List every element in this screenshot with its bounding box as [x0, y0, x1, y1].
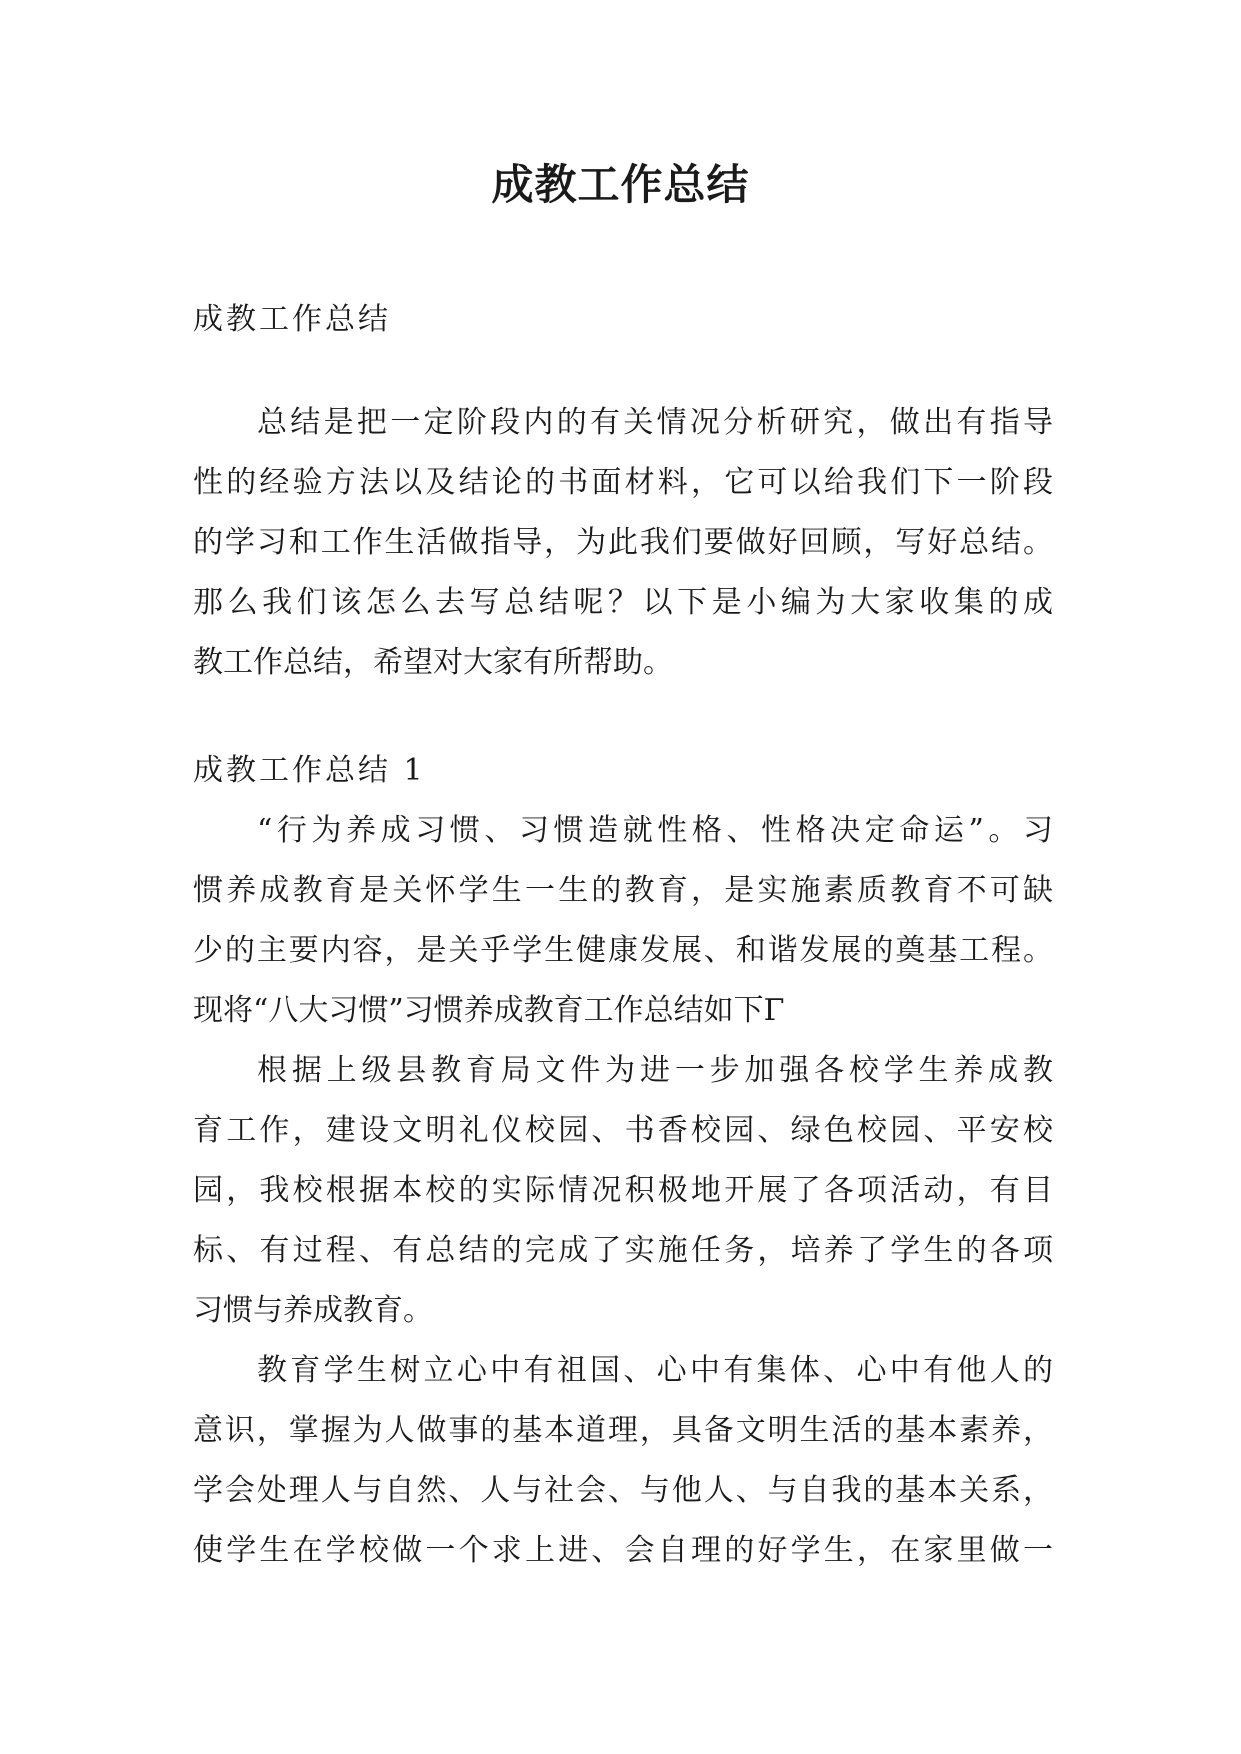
text-line: 少的主要内容，是关乎学生健康发展、和谐发展的奠基工程。	[193, 933, 1053, 968]
spacer	[193, 350, 1053, 393]
intro-paragraph	[193, 393, 1053, 693]
text-line: 使学生在学校做一个求上进、会自理的好学生，在家里做一	[193, 1533, 1053, 1568]
text-line: 学会处理人与自然、人与社会、与他人、与自我的基本关系，	[193, 1473, 1053, 1508]
paragraph-3	[193, 1341, 1053, 1581]
text-line: 的学习和工作生活做指导，为此我们要做好回顾，写好总结。	[193, 525, 1053, 560]
text-line: 惯养成教育是关怀学生一生的教育，是实施素质教育不可缺	[193, 873, 1053, 908]
document-title: 成教工作总结	[491, 160, 750, 209]
text-line: 现将“八大习惯”习惯养成教育工作总结如下Γ	[193, 993, 785, 1028]
paragraph-2	[193, 1041, 1053, 1341]
text-line: 性的经验方法以及结论的书面材料，它可以给我们下一阶段	[193, 465, 1053, 500]
text-line: 教育学生树立心中有祖国、心中有集体、心中有他人的	[257, 1353, 1053, 1388]
text-line: 标、有过程、有总结的完成了实施任务，培养了学生的各项	[193, 1233, 1053, 1268]
paragraph-1	[193, 801, 1053, 1041]
section-heading: 成教工作总结 1	[193, 753, 426, 788]
spacer	[193, 693, 1053, 741]
document-body	[193, 290, 1053, 1581]
text-line: “行为养成习惯、习惯造就性格、性格决定命运”。习	[257, 813, 1053, 848]
text-line: 意识，掌握为人做事的基本道理，具备文明生活的基本素养，	[193, 1413, 1053, 1448]
document-subtitle: 成教工作总结	[193, 302, 391, 337]
text-line: 教工作总结，希望对大家有所帮助。	[193, 645, 673, 680]
text-line: 总结是把一定阶段内的有关情况分析研究，做出有指导	[257, 405, 1053, 440]
text-line: 园，我校根据本校的实际情况积极地开展了各项活动，有目	[193, 1173, 1053, 1208]
text-line: 习惯与养成教育。	[193, 1293, 433, 1328]
text-line: 那么我们该怎么去写总结呢？以下是小编为大家收集的成	[193, 585, 1053, 620]
text-line: 育工作，建设文明礼仪校园、书香校园、绿色校园、平安校	[193, 1113, 1053, 1148]
text-line: 根据上级县教育局文件为进一步加强各校学生养成教	[257, 1053, 1053, 1088]
